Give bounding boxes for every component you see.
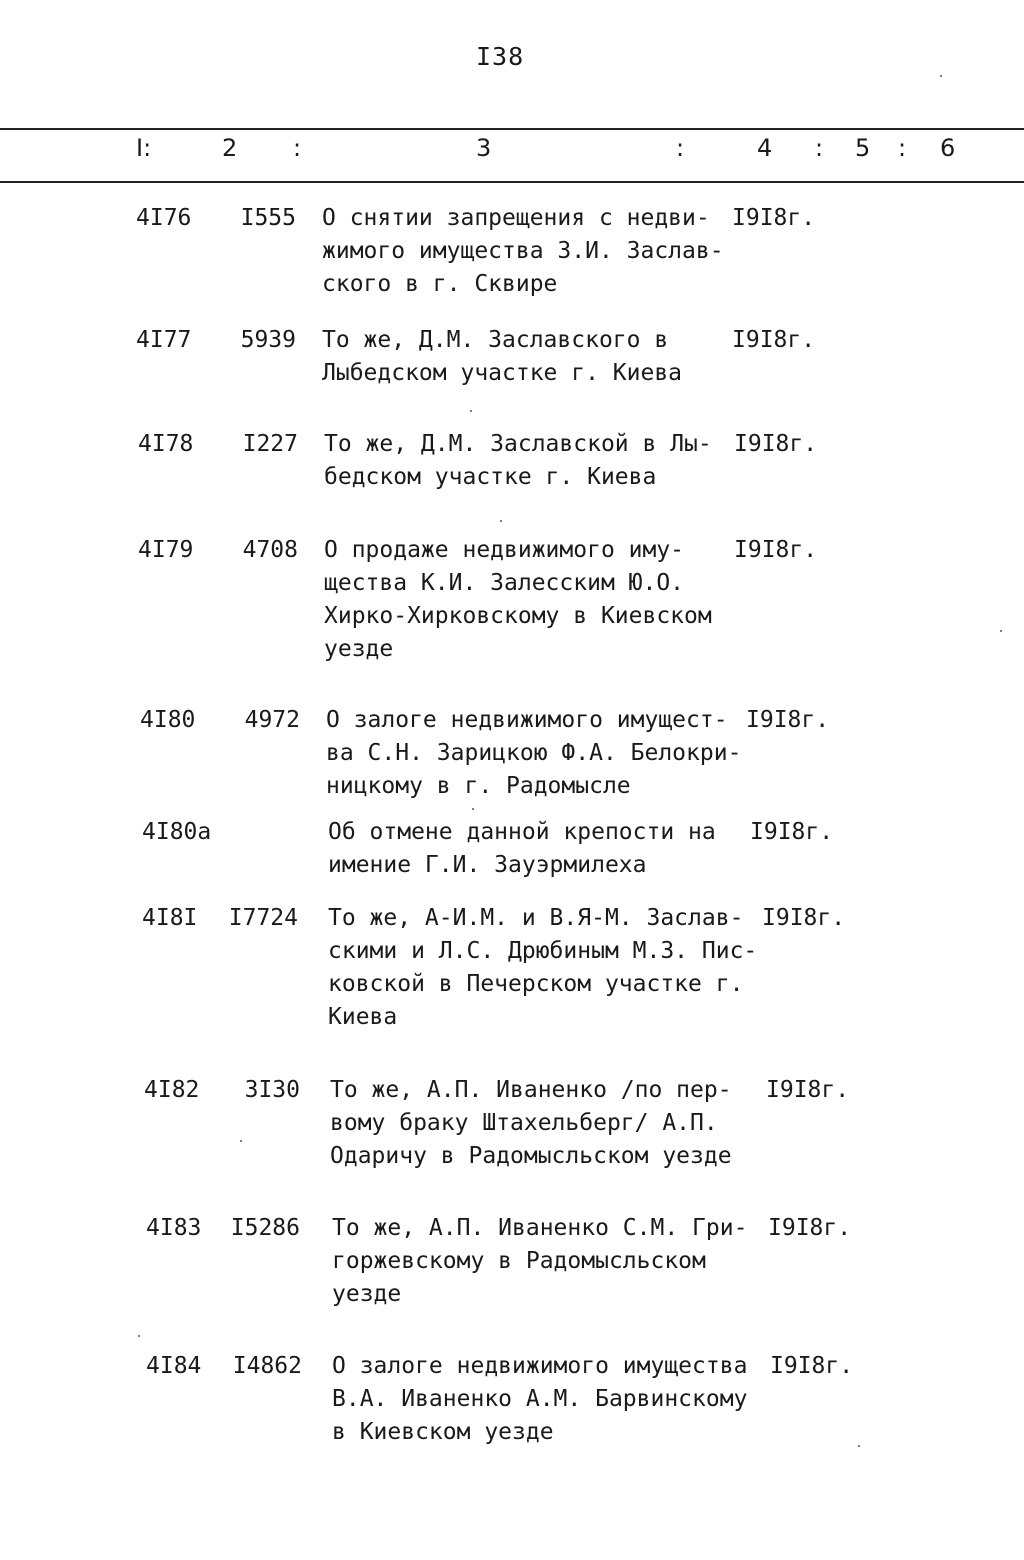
entry-description: О залоге недвижимого имущества В.А. Иваненко А.М. Барвинскому в Киевском уезде <box>332 1353 748 1445</box>
entry-number: 4I78 <box>138 431 194 457</box>
entry-number: 4I83 <box>146 1215 202 1241</box>
scan-speck <box>472 808 474 810</box>
page-number: I38 <box>476 42 525 71</box>
entry-description: То же, А.П. Иваненко /по пер- вому браку Штахельберг/ А.П. Одаричу в Радомысльском уезде <box>330 1077 732 1169</box>
header-bottom-rule <box>0 181 1024 183</box>
column-separator: : <box>676 134 685 162</box>
entry-file-number: 4972 <box>244 707 300 733</box>
entry-date: I9I8г. <box>762 905 846 931</box>
entry-date: I9I8г. <box>734 537 818 563</box>
entry-description: Об отмене данной крепости на имение Г.И. Зауэрмилеха <box>328 819 716 878</box>
entry-number: 4I8I <box>142 905 198 931</box>
column-header-4: 4 <box>757 134 773 162</box>
entry-file-number: 3I30 <box>244 1077 300 1103</box>
scan-speck <box>500 520 502 522</box>
entry-date: I9I8г. <box>766 1077 850 1103</box>
entry-number: 4I79 <box>138 537 194 563</box>
column-header-2: 2 <box>222 134 238 162</box>
entry-file-number: I555 <box>240 205 296 231</box>
entry-description: О снятии запрещения с недви- жимого имущества З.И. Заслав- ского в г. Сквире <box>322 205 724 297</box>
entry-description: То же, А-И.М. и В.Я-М. Заслав- скими и Л.С. Дрюбиным М.З. Пис- ковской в Печерском участке г. Киева <box>328 905 758 1030</box>
column-separator: : <box>898 134 907 162</box>
column-header-6: 6 <box>940 134 956 162</box>
header-top-rule <box>0 128 1024 130</box>
scan-speck <box>138 1335 140 1337</box>
entry-date: I9I8г. <box>734 431 818 457</box>
entry-date: I9I8г. <box>746 707 830 733</box>
entry-number: 4I80 <box>140 707 196 733</box>
entry-date: I9I8г. <box>770 1353 854 1379</box>
scan-speck <box>470 410 472 412</box>
entry-file-number: I7724 <box>228 905 298 931</box>
entry-description: То же, Д.М. Заславской в Лы- бедском участке г. Киева <box>324 431 712 490</box>
entry-file-number: I5286 <box>230 1215 300 1241</box>
entry-file-number: 5939 <box>240 327 296 353</box>
entry-number: 4I80а <box>142 819 212 845</box>
column-header-3: 3 <box>476 134 492 162</box>
scan-speck <box>240 1140 242 1142</box>
entry-date: I9I8г. <box>732 205 816 231</box>
entry-description: То же, Д.М. Заславского в Лыбедском участке г. Киева <box>322 327 683 386</box>
column-separator: : <box>293 134 302 162</box>
entry-description: О залоге недвижимого имущест- ва С.Н. Зарицкою Ф.А. Белокри- ницкому в г. Радомысле <box>326 707 742 799</box>
entry-description: О продаже недвижимого иму- щества К.И. Залесским Ю.О. Хирко-Хирковскому в Киевском уезде <box>324 537 712 662</box>
entry-date: I9I8г. <box>750 819 834 845</box>
column-separator: : <box>815 134 824 162</box>
entry-date: I9I8г. <box>768 1215 852 1241</box>
entry-file-number: I227 <box>242 431 298 457</box>
entry-number: 4I77 <box>136 327 192 353</box>
column-header-1: I: <box>136 134 152 162</box>
entry-date: I9I8г. <box>732 327 816 353</box>
entry-description: То же, А.П. Иваненко С.М. Гри- горжевскому в Радомысльском уезде <box>332 1215 748 1307</box>
entry-file-number: I4862 <box>232 1353 302 1379</box>
scan-speck <box>1000 630 1002 632</box>
entry-number: 4I84 <box>146 1353 202 1379</box>
entry-number: 4I82 <box>144 1077 200 1103</box>
column-header-5: 5 <box>855 134 871 162</box>
scan-speck <box>858 1445 860 1447</box>
entry-file-number: 4708 <box>242 537 298 563</box>
scan-speck <box>940 75 942 77</box>
entry-number: 4I76 <box>136 205 192 231</box>
